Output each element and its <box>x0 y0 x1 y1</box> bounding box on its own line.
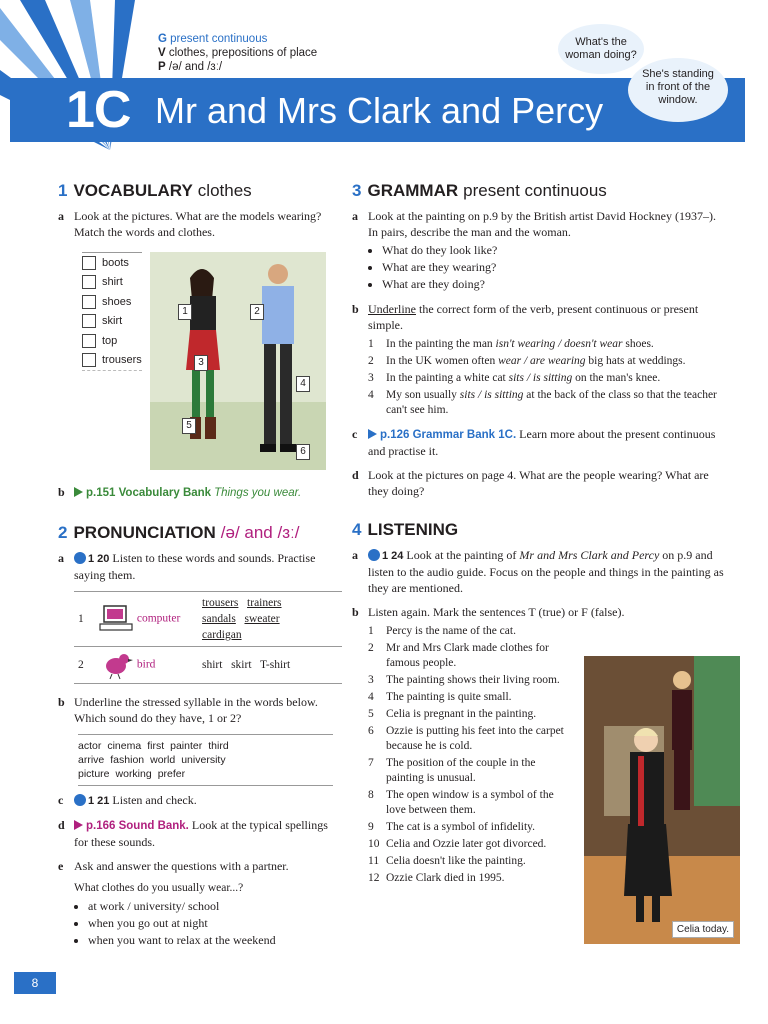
exercise-1a: a Look at the pictures. What are the models wearing? Match the words and clothes. <box>58 209 322 239</box>
verb-choice[interactable]: sits / is sitting <box>459 389 524 401</box>
list-item: • when you go out at night <box>88 915 333 932</box>
left-column <box>58 180 333 957</box>
list-item: • What do they look like? <box>382 242 724 259</box>
list-item: 4 My son usually sits / is sitting at the back of the class so that the teacher can't see him. <box>368 389 717 416</box>
exercise-3b: b Underline the correct form of the verb, present continuous or present simple. 1 In the painting the man isn't wearing / doesn't wear shoes. 2 In the UK women often wear / are wearing big hats at weddings. 3 In the painting a white cat sits / is sitting on the man's knee. 4 My son usually sits / is sitting at the back of the class so that the teacher can't see him. <box>352 301 724 418</box>
vocab-item[interactable]: top <box>82 331 142 351</box>
list-item[interactable]: 4 The painting is quite small. <box>368 691 512 703</box>
picture-label: 5 <box>182 418 196 434</box>
checkbox[interactable] <box>82 314 96 328</box>
exercise-2c: c 1 21 Listen and check. <box>58 793 197 807</box>
section-heading: 3 GRAMMAR present continuous <box>352 181 607 200</box>
vocab-item[interactable]: boots <box>82 253 142 273</box>
list-item: • What are they doing? <box>382 276 724 293</box>
vocab-item[interactable]: shirt <box>82 273 142 293</box>
arrow-icon <box>368 429 377 439</box>
exercise-3c: c p.126 Grammar Bank 1C. Learn more about the present continuous and practise it. <box>352 427 716 458</box>
page-title: Mr and Mrs Clark and Percy <box>155 90 604 131</box>
picture-label: 1 <box>178 304 192 320</box>
exercise-2e: e Ask and answer the questions with a partner. What clothes do you usually wear...? • at work / university/ school • when you go out at night • when you want to relax at the weekend <box>58 858 333 949</box>
list-item: 3 In the painting a white cat sits / is sitting on the man's knee. <box>368 372 661 384</box>
computer-icon <box>98 604 134 634</box>
exercise-2a: a 1 20 Listen to these words and sounds. Practise saying them. <box>58 551 316 582</box>
picture-label: 6 <box>296 444 310 460</box>
lesson-number: 1C <box>66 81 131 139</box>
pronunciation-section <box>58 522 333 949</box>
list-item[interactable]: 9 The cat is a symbol of infidelity. <box>368 821 536 833</box>
audio-icon[interactable] <box>74 794 86 806</box>
sentence-list <box>368 337 724 418</box>
true-false-list <box>368 624 573 886</box>
list-item[interactable]: 3 The painting shows their living room. <box>368 674 560 686</box>
vocab-item[interactable]: trousers <box>82 351 142 371</box>
photo-caption: Celia today. <box>672 921 734 938</box>
list-item: 1 In the painting the man isn't wearing / doesn't wear shoes. <box>368 338 654 350</box>
exercise-2b: b Underline the stressed syllable in the words below. Which sound do they have, 1 or 2? <box>58 695 318 725</box>
list-item: • when you want to relax at the weekend <box>88 932 333 949</box>
exercise-4b: b Listen again. Mark the sentences T (true) or F (false). 1 Percy is the name of the cat. 2 Mr and Mrs Clark made clothes for famous people. 3 The painting shows their living room. 4 The painting is quite small. 5 Celia is pregnant in the painting. 6 Ozzie is putting his feet into the carpet because he is cold. 7 The position of the couple in the painting is unusual. 8 The open window is a symbol of the love between them. 9 The cat is a symbol of infidelity. 10 Celia and Ozzie later got divorced. 11 Celia doesn't like the painting. 12 Ozzie Clark died in 1995. <box>352 605 625 884</box>
checkbox[interactable] <box>82 334 96 348</box>
checkbox[interactable] <box>82 295 96 309</box>
section-heading: 1 VOCABULARY clothes <box>58 181 252 200</box>
sound-bank-link[interactable]: p.166 Sound Bank. <box>74 820 189 832</box>
checkbox[interactable] <box>82 353 96 367</box>
vocabulary-checklist <box>82 252 142 371</box>
verb-choice[interactable]: isn't wearing / doesn't wear <box>495 338 623 350</box>
picture-label: 2 <box>250 304 264 320</box>
picture-label: 4 <box>296 376 310 392</box>
list-item[interactable]: 2 Mr and Mrs Clark made clothes for famous people. <box>368 642 549 669</box>
arrow-icon <box>74 820 83 830</box>
audio-icon[interactable] <box>74 552 86 564</box>
list-item[interactable]: 11 Celia doesn't like the painting. <box>368 855 526 867</box>
question-list <box>368 242 724 293</box>
page-number: 8 <box>14 972 56 994</box>
table-row: 2 bird shirt skirt T-shirt <box>74 647 342 684</box>
list-item: 2 In the UK women often wear / are wearing big hats at weddings. <box>368 355 686 367</box>
vocab-item[interactable]: shoes <box>82 292 142 312</box>
section-heading: 2 PRONUNCIATION /ə/ and /ɜː/ <box>58 523 300 542</box>
exercise-4a: a 1 24 Look at the painting of Mr and Mrs Clark and Percy on p.9 and listen to the audio guide. Focus on the people and things in the painting as they are mentioned. <box>352 548 724 595</box>
checkbox[interactable] <box>82 256 96 270</box>
list-item: • What are they wearing? <box>382 259 724 276</box>
grammar-section <box>352 180 724 499</box>
table-row: 1 computer trousers trainers sandals sweater cardigan <box>74 592 342 647</box>
list-item[interactable]: 5 Celia is pregnant in the painting. <box>368 708 537 720</box>
list-item[interactable]: 6 Ozzie is putting his feet into the carpet because he is cold. <box>368 725 564 752</box>
audio-icon[interactable] <box>368 549 380 561</box>
models-illustration <box>150 252 326 470</box>
vocabulary-bank-link[interactable]: p.151 Vocabulary Bank <box>74 487 211 499</box>
vocab-item[interactable]: skirt <box>82 312 142 332</box>
arrow-icon <box>74 487 83 497</box>
celia-photo <box>584 656 740 944</box>
picture-label: 3 <box>194 355 208 371</box>
checkbox[interactable] <box>82 275 96 289</box>
exercise-3a: a Look at the painting on p.9 by the British artist David Hockney (1937–). In pairs, describe the man and the woman. • What do they look like? • What are they wearing? • What are they doing? <box>352 208 724 293</box>
models-photo <box>150 252 326 470</box>
verb-choice[interactable]: sits / is sitting <box>508 372 573 384</box>
list-item[interactable]: 8 The open window is a symbol of the love between them. <box>368 789 554 816</box>
bird-icon <box>98 650 134 680</box>
speech-bubble-question: What's the woman doing? <box>558 24 644 74</box>
exercise-1b: b p.151 Vocabulary Bank Things you wear. <box>58 485 302 499</box>
lesson-topics: G present continuous V clothes, prepositions of place P /ə/ and /ɜː/ <box>158 33 318 73</box>
sound-table <box>74 591 342 684</box>
list-item[interactable]: 1 Percy is the name of the cat. <box>368 625 516 637</box>
speech-bubble-answer: She's standing in front of the window. <box>628 58 728 122</box>
question-list <box>74 898 333 949</box>
section-heading: 4 LISTENING <box>352 520 459 539</box>
celia-illustration <box>584 656 740 944</box>
exercise-2d: d p.166 Sound Bank. Look at the typical spellings for these sounds. <box>58 818 328 849</box>
grammar-bank-link[interactable]: p.126 Grammar Bank 1C. <box>368 429 516 441</box>
verb-choice[interactable]: wear / are wearing <box>498 355 586 367</box>
list-item[interactable]: 12 Ozzie Clark died in 1995. <box>368 872 505 884</box>
list-item: • at work / university/ school <box>88 898 333 915</box>
vocabulary-section <box>58 180 333 510</box>
lesson-header <box>0 0 768 150</box>
list-item[interactable]: 7 The position of the couple in the painting is unusual. <box>368 757 536 784</box>
stress-words-box: actor cinema first painter third arrive fashion world university picture working prefer <box>78 734 333 786</box>
exercise-3d: d Look at the pictures on page 4. What are the people wearing? What are they doing? <box>352 468 709 498</box>
list-item[interactable]: 10 Celia and Ozzie later got divorced. <box>368 838 547 850</box>
